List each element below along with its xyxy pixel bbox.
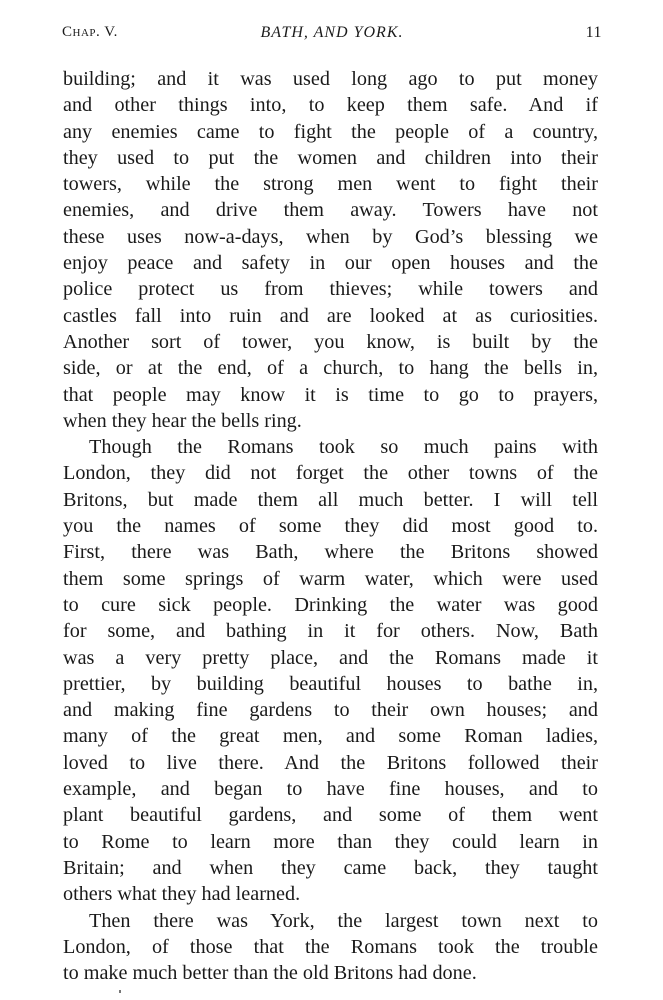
text-line: enjoy peace and safety in our open houses and the — [63, 252, 598, 275]
text-line: side, or at the end, of a church, to hang the bells in, — [63, 357, 598, 380]
text-line: First, there was Bath, where the Britons showed — [63, 541, 598, 564]
text-line: was a very pretty place, and the Romans made it — [63, 646, 598, 669]
paragraph — [63, 908, 598, 987]
text-line: Britain; and when they came back, they taught — [63, 856, 598, 879]
text-line: Though the Romans took so much pains with — [89, 436, 598, 459]
text-line: Another sort of tower, you know, is built by the — [63, 330, 598, 353]
text-line: plant beautiful gardens, and some of them went — [63, 804, 598, 827]
text-line: they used to put the women and children into their — [63, 146, 598, 169]
text-line: London, they did not forget the other towns of the — [63, 462, 598, 485]
paragraph — [63, 434, 598, 907]
text-line: them some springs of warm water, which were used — [63, 567, 598, 590]
page-number: 11 — [585, 24, 602, 41]
paragraph — [63, 66, 598, 434]
text-line: these uses now-a-days, when by God’s blessing we — [63, 225, 598, 248]
text-line: Britons, but made them all much better. I will tell — [63, 488, 598, 511]
body-text — [63, 66, 598, 986]
text-line: others what they had learned. — [63, 883, 301, 906]
text-line: to Rome to learn more than they could learn in — [63, 830, 598, 853]
running-title: BATH, AND YORK. — [260, 24, 404, 41]
text-line: to cure sick people. Drinking the water was good — [63, 593, 598, 616]
text-line: loved to live there. And the Britons followed their — [63, 751, 598, 774]
text-line: towers, while the strong men went to fight their — [63, 173, 598, 196]
text-line: and other things into, to keep them safe. And if — [63, 94, 598, 117]
text-line: you the names of some they did most good to. — [63, 515, 598, 538]
text-line: and making fine gardens to their own houses; and — [63, 699, 598, 722]
text-line: any enemies came to fight the people of a country, — [63, 120, 598, 143]
text-line: that people may know it is time to go to prayers, — [63, 383, 598, 406]
text-line: Then there was York, the largest town next to — [89, 909, 598, 932]
text-line: building; and it was used long ago to put money — [63, 68, 598, 90]
running-header — [62, 24, 602, 48]
text-line: enemies, and drive them away. Towers have not — [63, 199, 598, 222]
text-line: castles fall into ruin and are looked at as curiosities. — [63, 304, 598, 327]
text-line: prettier, by building beautiful houses to bathe in, — [63, 672, 598, 695]
text-line: many of the great men, and some Roman ladies, — [63, 725, 598, 748]
chapter-label: Chap. V. — [62, 24, 118, 40]
text-line: London, of those that the Romans took the trouble — [63, 935, 598, 958]
print-speck — [119, 990, 121, 993]
text-line: example, and began to have fine houses, and to — [63, 778, 598, 801]
text-line: to make much better than the old Britons had done. — [63, 962, 477, 985]
text-line: when they hear the bells ring. — [63, 409, 302, 432]
text-line: police protect us from thieves; while towers and — [63, 278, 598, 301]
text-line: for some, and bathing in it for others. Now, Bath — [63, 620, 598, 643]
